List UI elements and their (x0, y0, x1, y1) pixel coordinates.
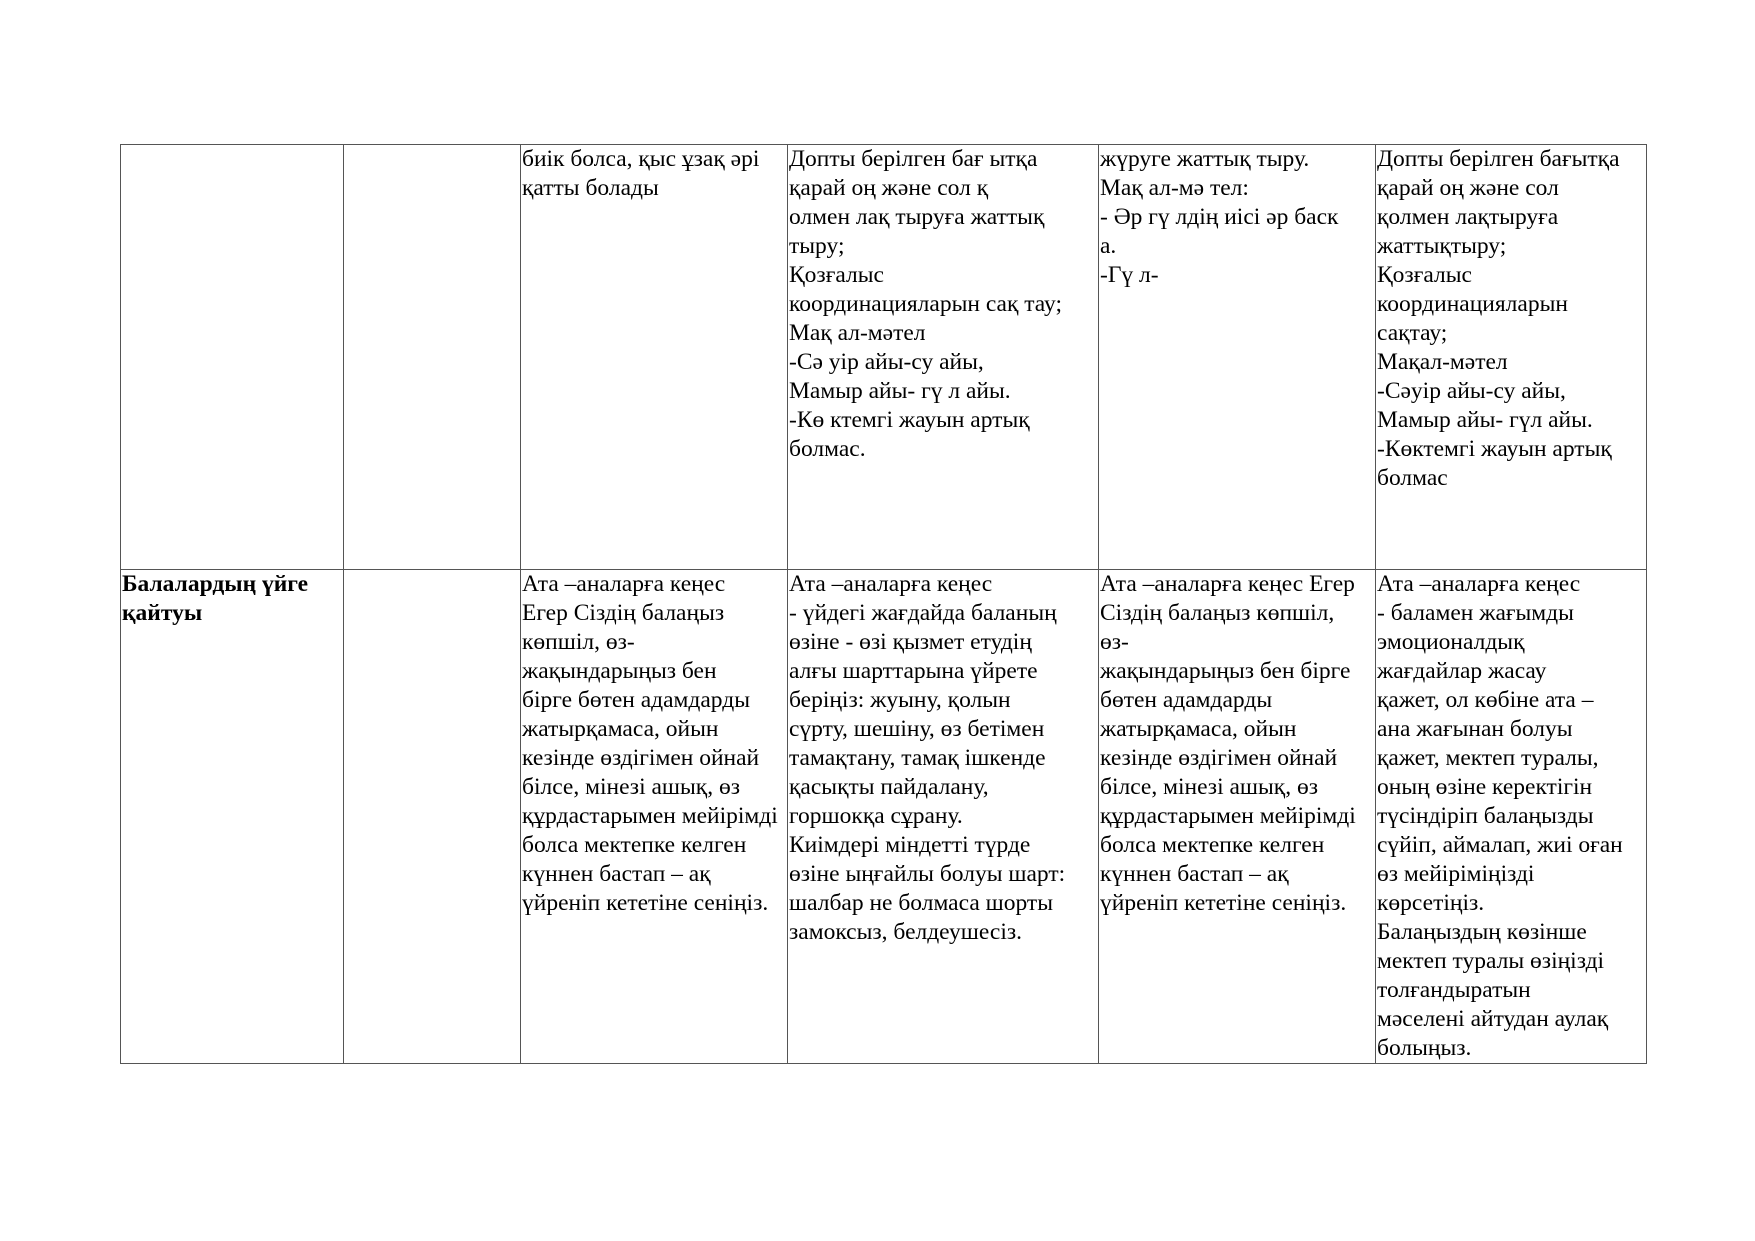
table-cell: Допты берілген бағытқа қарай оң және сол қолмен лақтыруға жаттықтыру; Қозғалыс координацияларын сақтау; Мақал-мәтел -Сәуір айы-су айы, Мамыр айы- гүл айы. -Көктемгі жауын артық болмас (1376, 145, 1647, 570)
table-cell (344, 145, 521, 570)
table-cell: жүруге жаттық тыру. Мақ ал-мә тел: - Әр гү лдің иісі әр баск а. -Гү л- (1099, 145, 1376, 570)
table-row (121, 570, 1647, 1064)
table-cell: Ата –аналарға кеңес - үйдегі жағдайда баланың өзіне - өзі қызмет етудің алғы шарттарына үйрете беріңіз: жуыну, қолын сүрту, шешіну, өз бетімен тамақтану, тамақ ішкенде қасықты пайдалану, горшокқа сұрану. Киімдері міндетті түрде өзіне ыңғайлы болуы шарт: шалбар не болмаса шорты замоксыз, белдеушесіз. (788, 570, 1099, 1064)
table-cell (121, 145, 344, 570)
table-cell: Ата –аналарға кеңес Егер Сіздің балаңыз көпшіл, өз- жақындарыңыз бен бірге бөтен адамдарды жатырқамаса, ойын кезінде өздігімен ойнай білсе, мінезі ашық, өз құрдастарымен мейірімді болса мектепке келген күннен бастап – ақ үйреніп кететіне сеніңіз. (521, 570, 788, 1064)
table-cell (344, 570, 521, 1064)
activity-title-cell: Балалардың үйге қайтуы (121, 570, 344, 1064)
table-cell: Допты берілген бағ ытқа қарай оң және сол қ олмен лақ тыруға жаттық тыру; Қозғалыс координацияларын сақ тау; Мақ ал-мәтел -Сә уір айы-су айы, Мамыр айы- гү л айы. -Кө ктемгі жауын артық болмас. (788, 145, 1099, 570)
table-cell: Ата –аналарға кеңес Егер Сіздің балаңыз көпшіл, өз- жақындарыңыз бен бірге бөтен адамдарды жатырқамаса, ойын кезінде өздігімен ойнай білсе, мінезі ашық, өз құрдастарымен мейірімді болса мектепке келген күннен бастап – ақ үйреніп кететіне сеніңіз. (1099, 570, 1376, 1064)
table-cell: Ата –аналарға кеңес - баламен жағымды эмоционалдық жағдайлар жасау қажет, ол көбіне ата – ана жағынан болуы қажет, мектеп туралы, оның өзіне керектігін түсіндіріп балаңызды сүйіп, аймалап, жиі оған өз мейіріміңізді көрсетіңіз. Балаңыздың көзінше мектеп туралы өзіңізді толғандыратын мәселені айтудан аулақ болыңыз. (1376, 570, 1647, 1064)
table-row (121, 145, 1647, 570)
schedule-table (120, 144, 1647, 1064)
table-cell: биік болса, қыс ұзақ әрі қатты болады (521, 145, 788, 570)
